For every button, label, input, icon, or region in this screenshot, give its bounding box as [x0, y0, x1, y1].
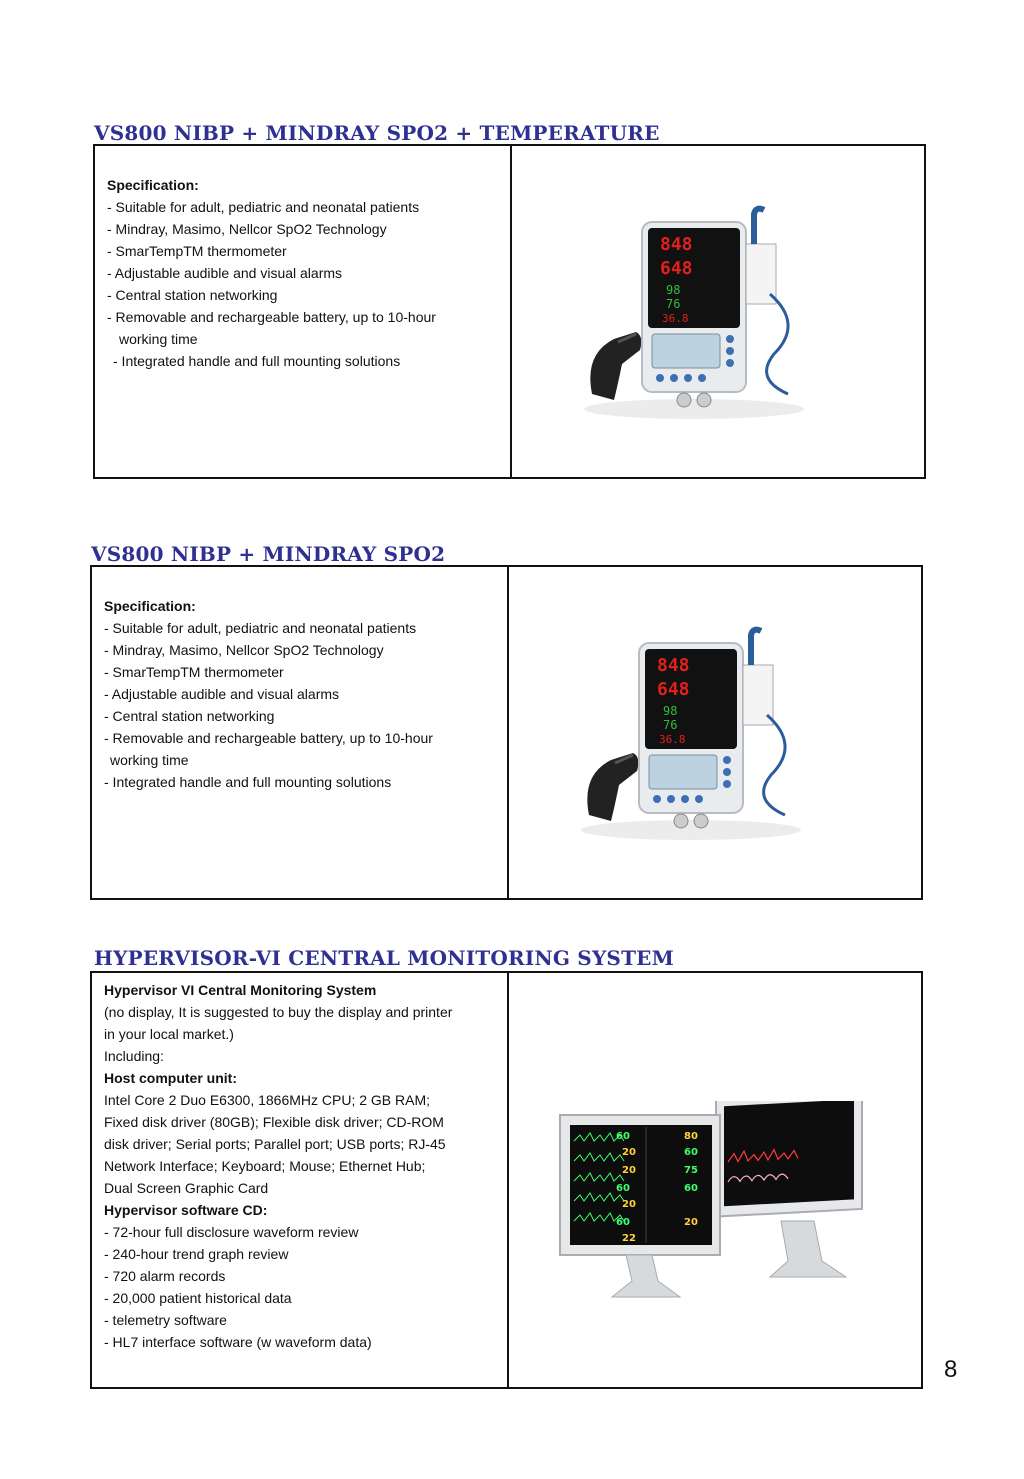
pulse-readout: 76 — [663, 718, 678, 732]
nibp-systolic-readout: 848 — [657, 655, 690, 676]
software-line: - 720 alarm records — [104, 1268, 226, 1284]
product-table — [90, 565, 923, 900]
spec-heading: Specification: — [104, 598, 196, 614]
spo2-readout: 98 — [666, 283, 681, 297]
spec-cell — [95, 146, 512, 477]
screen-value: 75 — [684, 1165, 698, 1176]
host-line: Fixed disk driver (80GB); Flexible disk driver; CD-ROM — [104, 1114, 444, 1130]
spec-line: - Central station networking — [104, 708, 275, 724]
spec-line: - Central station networking — [107, 287, 278, 303]
screen-value: 60 — [616, 1131, 630, 1142]
spec-line: - Adjustable audible and visual alarms — [107, 265, 343, 281]
spec-line: - Integrated handle and full mounting solutions — [104, 774, 392, 790]
screen-value: 60 — [616, 1183, 630, 1194]
host-heading: Host computer unit: — [104, 1070, 237, 1086]
nibp-diastolic-readout: 648 — [660, 258, 693, 279]
software-line: - HL7 interface software (w waveform data) — [104, 1334, 372, 1350]
temperature-readout: 36.8 — [662, 312, 689, 325]
screen-value: 60 — [684, 1147, 698, 1158]
screen-value: 20 — [622, 1147, 636, 1158]
spec-line: - SmarTempTM thermometer — [107, 243, 287, 259]
screen-value: 22 — [622, 1233, 636, 1244]
spec-line: - Mindray, Masimo, Nellcor SpO2 Technology — [107, 221, 387, 237]
vital-signs-monitor-icon — [574, 204, 814, 424]
section-title: VS800 NIBP + MINDRAY SPO2 + TEMPERATURE — [94, 121, 660, 145]
screen-value: 60 — [616, 1217, 630, 1228]
spec-line: working time — [110, 752, 189, 768]
software-line: - 20,000 patient historical data — [104, 1290, 292, 1306]
spec-line: - Suitable for adult, pediatric and neonatal patients — [107, 199, 420, 215]
spec-cell — [92, 567, 509, 898]
vital-signs-monitor-icon — [571, 625, 811, 845]
product-image-cell — [509, 567, 921, 898]
system-heading: Hypervisor VI Central Monitoring System — [104, 982, 377, 998]
dual-monitor-workstation-icon — [556, 1101, 866, 1311]
spec-line: - Integrated handle and full mounting solutions — [113, 353, 401, 369]
spec-line: working time — [119, 331, 198, 347]
product-table — [90, 971, 923, 1389]
software-line: - 72-hour full disclosure waveform review — [104, 1224, 359, 1240]
spec-cell — [92, 973, 509, 1387]
spec-line: - Suitable for adult, pediatric and neonatal patients — [104, 620, 417, 636]
software-heading: Hypervisor software CD: — [104, 1202, 268, 1218]
product-image-cell — [512, 146, 924, 477]
intro-line: Including: — [104, 1048, 164, 1064]
software-line: - telemetry software — [104, 1312, 227, 1328]
host-line: Network Interface; Keyboard; Mouse; Ethernet Hub; — [104, 1158, 426, 1174]
spec-line: - Mindray, Masimo, Nellcor SpO2 Technology — [104, 642, 384, 658]
section-title: HYPERVISOR-VI CENTRAL MONITORING SYSTEM — [94, 946, 674, 970]
spec-line: - Removable and rechargeable battery, up to 10-hour — [107, 309, 436, 325]
screen-value: 20 — [622, 1165, 636, 1176]
temperature-readout: 36.8 — [659, 733, 686, 746]
product-image-cell — [509, 973, 921, 1387]
spec-line: - Removable and rechargeable battery, up to 10-hour — [104, 730, 433, 746]
spo2-readout: 98 — [663, 704, 678, 718]
screen-value: 80 — [684, 1131, 698, 1142]
spec-line: - Adjustable audible and visual alarms — [104, 686, 340, 702]
section-title: VS800 NIBP + MINDRAY SPO2 — [91, 542, 446, 566]
pulse-readout: 76 — [666, 297, 681, 311]
screen-value: 20 — [622, 1199, 636, 1210]
page-number: 8 — [944, 1356, 958, 1383]
host-line: Intel Core 2 Duo E6300, 1866MHz CPU; 2 GB RAM; — [104, 1092, 431, 1108]
nibp-diastolic-readout: 648 — [657, 679, 690, 700]
screen-value: 60 — [684, 1183, 698, 1194]
host-line: Dual Screen Graphic Card — [104, 1180, 269, 1196]
nibp-systolic-readout: 848 — [660, 234, 693, 255]
spec-heading: Specification: — [107, 177, 199, 193]
screen-value: 20 — [684, 1217, 698, 1228]
intro-line: in your local market.) — [104, 1026, 234, 1042]
software-line: - 240-hour trend graph review — [104, 1246, 289, 1262]
product-table — [93, 144, 926, 479]
spec-line: - SmarTempTM thermometer — [104, 664, 284, 680]
host-line: disk driver; Serial ports; Parallel port; USB ports; RJ-45 — [104, 1136, 446, 1152]
intro-line: (no display, It is suggested to buy the display and printer — [104, 1004, 453, 1020]
